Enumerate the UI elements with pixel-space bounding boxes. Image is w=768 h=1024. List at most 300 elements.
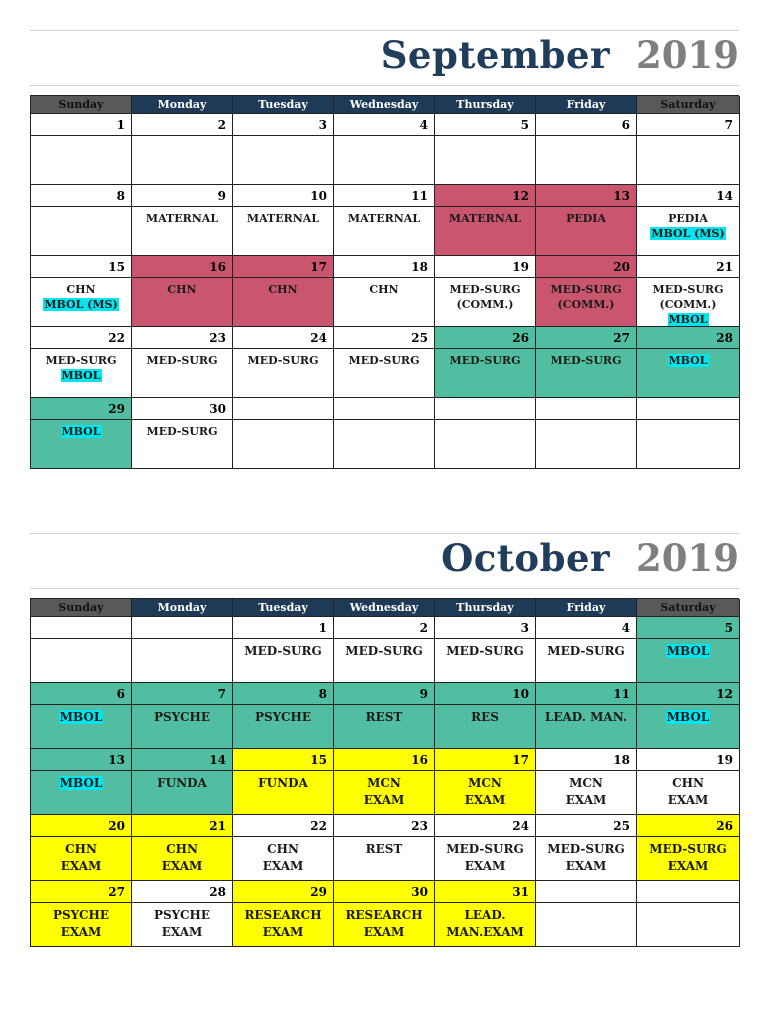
day-cell-content	[435, 771, 536, 815]
event-line	[536, 353, 636, 368]
day-cell-content	[31, 136, 132, 185]
day-cell-content	[31, 420, 132, 469]
day-number: 8	[233, 683, 334, 705]
september-title	[381, 33, 739, 77]
event-line	[435, 792, 535, 809]
event-label: CHN	[268, 283, 298, 296]
day-cell-content	[132, 420, 233, 469]
day-cell-content	[334, 207, 435, 256]
day-cell-content	[536, 639, 637, 683]
day-cell-content	[233, 420, 334, 469]
event-label: MED-SURG	[146, 425, 218, 438]
day-cell-content	[233, 136, 334, 185]
event-line	[132, 211, 232, 226]
event-line	[233, 709, 333, 726]
event-line	[435, 282, 535, 297]
day-cell-content	[233, 837, 334, 881]
event-line	[435, 709, 535, 726]
weekday-header-tuesday: Tuesday	[233, 96, 334, 114]
day-number: 12	[435, 185, 536, 207]
day-number: 26	[435, 327, 536, 349]
event-label: MED-SURG	[244, 644, 322, 658]
day-number: 21	[637, 256, 740, 278]
day-cell-content	[637, 639, 740, 683]
day-cell-content	[637, 903, 740, 947]
event-line	[334, 775, 434, 792]
day-cell-content	[637, 837, 740, 881]
event-line	[435, 841, 535, 858]
event-line	[435, 775, 535, 792]
event-label: EXAM	[667, 859, 709, 873]
day-number: 13	[31, 749, 132, 771]
day-number: 27	[31, 881, 132, 903]
event-line	[31, 297, 131, 312]
event-label: EXAM	[464, 859, 506, 873]
event-label: PSYCHE	[153, 710, 211, 724]
day-number	[31, 617, 132, 639]
event-label: REST	[365, 842, 403, 856]
day-number: 2	[334, 617, 435, 639]
day-cell-content	[435, 639, 536, 683]
event-line	[637, 792, 739, 809]
event-label: MED-SURG	[348, 354, 420, 367]
day-number: 16	[132, 256, 233, 278]
event-label: EXAM	[667, 793, 709, 807]
day-number: 30	[132, 398, 233, 420]
event-label: FUNDA	[157, 776, 207, 790]
event-line	[637, 709, 739, 726]
year: 2019	[636, 33, 739, 77]
event-line	[536, 709, 636, 726]
event-line	[233, 907, 333, 924]
day-number: 28	[132, 881, 233, 903]
event-line	[334, 709, 434, 726]
event-line	[233, 643, 333, 660]
event-label: PEDIA	[668, 212, 708, 225]
event-label: CHN	[167, 283, 197, 296]
event-label: RES	[471, 710, 499, 724]
event-label: MED-SURG	[550, 283, 622, 296]
highlighted-event-label: MBOL	[666, 644, 710, 658]
event-label: MED-SURG	[247, 354, 319, 367]
event-line	[536, 841, 636, 858]
weekday-header-sunday: Sunday	[31, 96, 132, 114]
highlighted-event-label: MBOL	[61, 425, 101, 438]
event-label: MAN.EXAM	[446, 925, 524, 939]
day-cell-content	[132, 278, 233, 327]
day-number: 11	[334, 185, 435, 207]
day-number: 2	[132, 114, 233, 136]
event-label: PSYCHE	[52, 908, 110, 922]
day-cell-content	[637, 136, 740, 185]
weekday-header-sunday: Sunday	[31, 599, 132, 617]
event-line	[132, 709, 232, 726]
day-cell-content	[334, 771, 435, 815]
day-cell-content	[132, 705, 233, 749]
weekday-header-saturday: Saturday	[637, 599, 740, 617]
day-number: 11	[536, 683, 637, 705]
event-line	[132, 841, 232, 858]
month-name: September	[380, 33, 611, 77]
event-label: CHN	[66, 283, 96, 296]
day-cell-content	[31, 349, 132, 398]
highlighted-event-label: MBOL	[668, 354, 708, 367]
day-cell-content	[233, 705, 334, 749]
highlighted-event-label: MBOL	[666, 710, 710, 724]
weekday-header-thursday: Thursday	[435, 599, 536, 617]
event-label: PSYCHE	[153, 908, 211, 922]
day-cell-content	[233, 278, 334, 327]
event-line	[334, 907, 434, 924]
event-label: EXAM	[161, 859, 203, 873]
event-label: MED-SURG	[652, 283, 724, 296]
day-number	[637, 881, 740, 903]
day-cell-content	[132, 136, 233, 185]
event-line	[31, 353, 131, 368]
event-label: EXAM	[565, 793, 607, 807]
september-title-block	[30, 30, 739, 86]
event-label: EXAM	[565, 859, 607, 873]
day-number: 19	[435, 256, 536, 278]
event-line	[31, 841, 131, 858]
event-label: LEAD.	[464, 908, 506, 922]
day-number: 3	[233, 114, 334, 136]
day-cell-content	[334, 705, 435, 749]
day-number	[435, 398, 536, 420]
day-cell-content	[31, 207, 132, 256]
event-label: MATERNAL	[448, 212, 522, 225]
day-number: 15	[31, 256, 132, 278]
day-cell-content	[31, 903, 132, 947]
weekday-header-friday: Friday	[536, 96, 637, 114]
day-number	[637, 398, 740, 420]
day-number: 7	[637, 114, 740, 136]
day-cell-content	[334, 420, 435, 469]
event-line	[637, 226, 739, 241]
event-line	[536, 282, 636, 297]
event-label: EXAM	[363, 793, 405, 807]
day-cell-content	[31, 278, 132, 327]
event-line	[334, 924, 434, 941]
day-number	[233, 398, 334, 420]
september-calendar-grid	[30, 95, 739, 469]
day-cell-content	[637, 207, 740, 256]
event-label: MED-SURG	[449, 283, 521, 296]
event-line	[435, 211, 535, 226]
event-label: (COMM.)	[659, 298, 717, 311]
day-cell-content	[536, 837, 637, 881]
weekday-header-tuesday: Tuesday	[233, 599, 334, 617]
day-cell-content	[536, 278, 637, 327]
day-number: 29	[233, 881, 334, 903]
event-line	[334, 211, 434, 226]
day-cell-content	[435, 278, 536, 327]
event-label: (COMM.)	[456, 298, 514, 311]
weekday-header-wednesday: Wednesday	[334, 96, 435, 114]
day-cell-content	[233, 903, 334, 947]
event-label: EXAM	[363, 925, 405, 939]
highlighted-event-label: MBOL	[61, 369, 101, 382]
day-cell-content	[435, 705, 536, 749]
day-cell-content	[31, 705, 132, 749]
day-number: 3	[435, 617, 536, 639]
event-line	[536, 792, 636, 809]
day-cell-content	[334, 136, 435, 185]
day-number: 24	[435, 815, 536, 837]
event-label: MED-SURG	[547, 842, 625, 856]
day-number: 1	[31, 114, 132, 136]
october-title	[441, 536, 739, 580]
event-label: EXAM	[262, 859, 304, 873]
day-cell-content	[334, 349, 435, 398]
event-label: CHN	[166, 842, 198, 856]
event-line	[233, 353, 333, 368]
day-cell-content	[536, 771, 637, 815]
event-label: CHN	[267, 842, 299, 856]
highlighted-event-label: MBOL (MS)	[44, 298, 118, 311]
day-number: 15	[233, 749, 334, 771]
event-line	[334, 643, 434, 660]
event-line	[637, 211, 739, 226]
october-calendar-grid	[30, 598, 739, 947]
event-line	[536, 643, 636, 660]
event-label: (COMM.)	[557, 298, 615, 311]
event-label: RESEARCH	[345, 908, 423, 922]
day-cell-content	[435, 207, 536, 256]
event-line	[233, 924, 333, 941]
event-line	[31, 924, 131, 941]
day-number: 20	[31, 815, 132, 837]
day-cell-content	[334, 837, 435, 881]
highlighted-event-label: MBOL	[668, 313, 708, 326]
event-line	[536, 775, 636, 792]
event-line	[132, 424, 232, 439]
october-title-block	[30, 533, 739, 589]
event-line	[334, 353, 434, 368]
day-number: 1	[233, 617, 334, 639]
day-cell-content	[132, 207, 233, 256]
day-cell-content	[536, 349, 637, 398]
day-number: 20	[536, 256, 637, 278]
event-line	[536, 297, 636, 312]
day-number: 12	[637, 683, 740, 705]
day-number: 9	[334, 683, 435, 705]
day-cell-content	[637, 349, 740, 398]
event-line	[31, 424, 131, 439]
day-number: 22	[233, 815, 334, 837]
event-line	[132, 924, 232, 941]
weekday-header-monday: Monday	[132, 599, 233, 617]
event-line	[435, 297, 535, 312]
day-cell-content	[536, 705, 637, 749]
event-label: EXAM	[60, 859, 102, 873]
day-cell-content	[435, 837, 536, 881]
event-line	[435, 353, 535, 368]
day-number: 6	[536, 114, 637, 136]
event-line	[233, 841, 333, 858]
event-line	[31, 709, 131, 726]
event-label: MED-SURG	[345, 644, 423, 658]
day-number: 23	[334, 815, 435, 837]
event-line	[31, 858, 131, 875]
day-cell-content	[31, 837, 132, 881]
event-line	[233, 775, 333, 792]
day-cell-content	[132, 837, 233, 881]
day-number: 28	[637, 327, 740, 349]
weekday-header-thursday: Thursday	[435, 96, 536, 114]
event-label: LEAD. MAN.	[544, 710, 628, 724]
day-cell-content	[233, 349, 334, 398]
day-cell-content	[31, 771, 132, 815]
event-line	[132, 775, 232, 792]
event-line	[637, 282, 739, 297]
event-label: RESEARCH	[244, 908, 322, 922]
event-line	[637, 643, 739, 660]
weekday-header-monday: Monday	[132, 96, 233, 114]
event-line	[334, 841, 434, 858]
event-line	[334, 282, 434, 297]
day-number: 21	[132, 815, 233, 837]
day-cell-content	[233, 771, 334, 815]
event-line	[637, 858, 739, 875]
highlighted-event-label: MBOL (MS)	[651, 227, 725, 240]
event-label: MED-SURG	[446, 644, 524, 658]
day-cell-content	[435, 349, 536, 398]
day-cell-content	[637, 771, 740, 815]
event-label: MED-SURG	[449, 354, 521, 367]
event-label: MATERNAL	[347, 212, 421, 225]
event-line	[233, 282, 333, 297]
day-number: 22	[31, 327, 132, 349]
event-line	[31, 775, 131, 792]
event-label: PEDIA	[566, 212, 606, 225]
event-label: MED-SURG	[446, 842, 524, 856]
day-number: 27	[536, 327, 637, 349]
day-number: 5	[637, 617, 740, 639]
event-line	[132, 282, 232, 297]
event-line	[637, 297, 739, 312]
weekday-header-saturday: Saturday	[637, 96, 740, 114]
day-number: 25	[536, 815, 637, 837]
event-label: CHN	[672, 776, 704, 790]
day-number: 10	[233, 185, 334, 207]
day-cell-content	[132, 771, 233, 815]
day-number: 7	[132, 683, 233, 705]
day-number: 31	[435, 881, 536, 903]
day-cell-content	[637, 705, 740, 749]
event-label: MED-SURG	[550, 354, 622, 367]
event-label: MATERNAL	[145, 212, 219, 225]
event-line	[31, 282, 131, 297]
event-line	[132, 907, 232, 924]
highlighted-event-label: MBOL	[59, 776, 103, 790]
event-line	[637, 775, 739, 792]
day-number: 23	[132, 327, 233, 349]
day-number: 17	[435, 749, 536, 771]
day-cell-content	[334, 903, 435, 947]
day-number: 18	[334, 256, 435, 278]
day-cell-content	[536, 136, 637, 185]
event-label: EXAM	[161, 925, 203, 939]
event-line	[536, 858, 636, 875]
day-cell-content	[536, 420, 637, 469]
event-line	[637, 841, 739, 858]
year: 2019	[636, 536, 739, 580]
day-number: 30	[334, 881, 435, 903]
weekday-header-friday: Friday	[536, 599, 637, 617]
event-line	[435, 643, 535, 660]
day-number: 18	[536, 749, 637, 771]
event-label: MCN	[468, 776, 502, 790]
day-number	[536, 881, 637, 903]
event-line	[637, 353, 739, 368]
event-line	[31, 368, 131, 383]
event-line	[233, 211, 333, 226]
day-number: 17	[233, 256, 334, 278]
day-cell-content	[31, 639, 132, 683]
event-label: MED-SURG	[649, 842, 727, 856]
month-name: October	[441, 536, 611, 580]
day-number: 8	[31, 185, 132, 207]
day-cell-content	[334, 278, 435, 327]
event-label: FUNDA	[258, 776, 308, 790]
day-number: 4	[536, 617, 637, 639]
day-cell-content	[334, 639, 435, 683]
day-number	[132, 617, 233, 639]
event-label: CHN	[65, 842, 97, 856]
day-cell-content	[637, 420, 740, 469]
day-number: 29	[31, 398, 132, 420]
highlighted-event-label: MBOL	[59, 710, 103, 724]
event-line	[334, 792, 434, 809]
event-line	[536, 211, 636, 226]
day-cell-content	[132, 639, 233, 683]
day-cell-content	[132, 903, 233, 947]
day-cell-content	[233, 207, 334, 256]
day-number: 25	[334, 327, 435, 349]
weekday-header-wednesday: Wednesday	[334, 599, 435, 617]
event-label: MATERNAL	[246, 212, 320, 225]
event-label: EXAM	[262, 925, 304, 939]
day-number: 9	[132, 185, 233, 207]
event-label: REST	[365, 710, 403, 724]
event-label: MCN	[569, 776, 603, 790]
event-line	[435, 924, 535, 941]
day-number: 5	[435, 114, 536, 136]
day-cell-content	[132, 349, 233, 398]
day-cell-content	[233, 639, 334, 683]
day-number: 14	[637, 185, 740, 207]
event-line	[435, 858, 535, 875]
event-label: EXAM	[60, 925, 102, 939]
day-cell-content	[536, 903, 637, 947]
day-number	[334, 398, 435, 420]
day-number: 14	[132, 749, 233, 771]
event-label: EXAM	[464, 793, 506, 807]
day-cell-content	[637, 278, 740, 327]
event-label: MED-SURG	[547, 644, 625, 658]
event-label: PSYCHE	[254, 710, 312, 724]
day-cell-content	[536, 207, 637, 256]
event-line	[233, 858, 333, 875]
day-number: 4	[334, 114, 435, 136]
event-label: MCN	[367, 776, 401, 790]
event-line	[132, 858, 232, 875]
event-label: MED-SURG	[45, 354, 117, 367]
day-cell-content	[435, 903, 536, 947]
event-line	[132, 353, 232, 368]
day-cell-content	[435, 420, 536, 469]
